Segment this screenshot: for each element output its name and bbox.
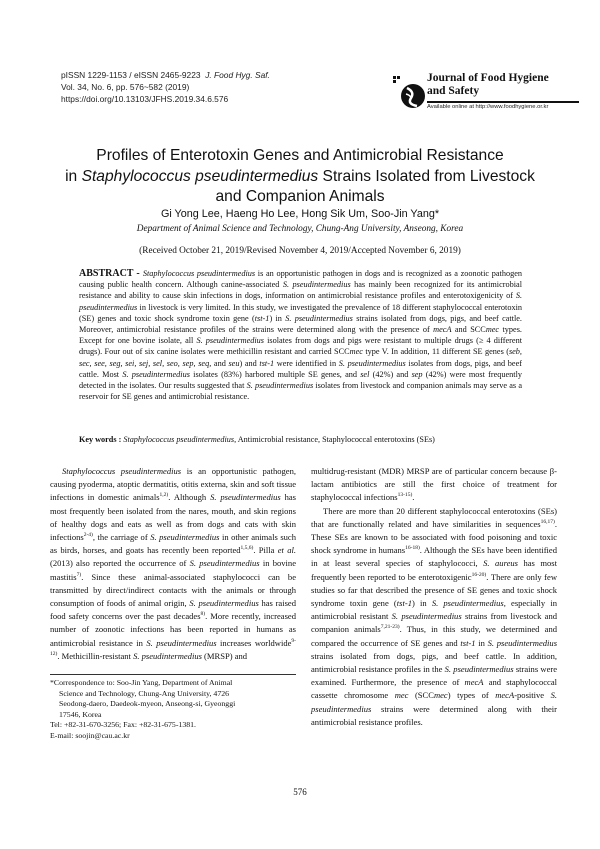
title-line-1: Profiles of Enterotoxin Genes and Antimicrobial Resistance bbox=[96, 147, 504, 164]
volume-line: Vol. 34, No. 6, pp. 576~582 (2019) bbox=[61, 81, 190, 92]
body-paragraph: There are more than 20 different staphylococcal enterotoxins (SEs) that are functionally related and have similarities in sequences$^{16,17)}$. These SEs are known to be associated with food poisoning and toxic shock syndrome in humans$^{16-18)}$. Although the SEs have been identified in at least several species of staphylococci, S. aureus has most frequently been reported to be enterotoxigenic$^{16-20)}$. There are only few studies so far that described the presence of SE genes and toxic shock syndrome toxin gene (tst-1) in S. pseudintermedius, especially in antimicrobial resistant S. pseudintermedius strains from livestock and companion animals$^{7,21-23)}$. Thus, in this study, we determined and compared the occurrence of SE genes and tst-1 in S. pseudintermedius strains isolated from dogs, pigs, and beef cattle. In addition, antimicrobial resistance profiles in the S. pseudintermedius strains were examined. Furthermore, the presence of mecA and staphylococcal cassette chromosome mec (SCCmec) types of mecA-positive S. pseudintermedius strains were determined along with their antimicrobial resistance profiles. bbox=[311, 505, 558, 727]
journal-online-link[interactable]: Available online at http://www.foodhygiene.or.kr bbox=[427, 104, 549, 110]
doi-link[interactable]: https://doi.org/10.13103/JFHS.2019.34.6.576 bbox=[61, 93, 229, 104]
correspondence-footnote bbox=[50, 678, 296, 742]
page-number: 576 bbox=[293, 787, 307, 797]
footnote-email[interactable]: E-mail: soojin@cau.ac.kr bbox=[50, 730, 130, 740]
journal-name-line2: and Safety bbox=[427, 85, 480, 97]
body-paragraph: Staphylococcus pseudintermedius is an opportunistic pathogen, causing pyoderma, atoptic dermatitis, otitis externa, skin and soft tissue infections in domestic animals$^{1,2)}$. Although S. pseudintermedius has most frequently been isolated from the nares, mouth, and skin regions of healthy dogs and eats as well as from dogs and cats with skin infections$^{2-4)}$, the carriage of S. pseudintermedius in other animals such as birds, horses, and goats has recently been reported$^{1,5,6)}$. Pilla et al. (2013) also reported the occurrence of S. pseudintermedius in bovine mastitis$^{7)}$. Since these animal-associated staphylococci can be transmitted by direct/indirect contacts with the animals or through consumption of foods of animal origin, S. pseudintermedius has raised food safety concerns over the past decades$^{8)}$. More recently, increased number of zoonotic infections has been reported in humans as antimicrobial resistance in S. pseudintermedius increases worldwide$^{9-12)}$. Methicillin-resistant S. pseudintermedius (MRSP) and bbox=[50, 466, 297, 661]
journal-abbrev: J. Food Hyg. Saf. bbox=[205, 70, 270, 80]
footnote-line: Seodong-daero, Daedeok-myeon, Anseong-si, Gyeonggi bbox=[59, 699, 236, 709]
footnote-line: 17546, Korea bbox=[59, 709, 102, 719]
abstract: ABSTRACT - Staphylococcus pseudintermedius is an opportunistic pathogen in dogs and is recognized as a zoonotic pathogen causing public health concern. Although canine-associated S. pseudintermedius has mainly been recognized for its antimicrobial resistance and ability to cause skin infections in dogs, information on antimicrobial resistance profiles and enterotoxigenicity of S. pseudintermedius in livestock is very limited. In this study, we investigated the prevalence of 18 different staphylococcal enterotoxin (SE) genes and toxic shock syndrome toxin gene (tst-1) in S. pseudintermedius strains isolated from dogs, pigs, and beef cattle. Moreover, antimicrobial resistance profiles of the strains were determined along with the presence of mecA and SCCmec types. Except for one bovine isolate, all S. pseudintermedius isolates from dogs and pigs were resistant to multiple drugs (≥ 4 different drugs). Four out of six canine isolates were methicillin resistant and carried SCCmec type V. In addition, 11 different SE genes (seb, sec, see, seg, sei, sej, sel, seo, sep, seq, and seu) and tst-1 were identified in S. pseudintermedius isolates from dogs, pigs, and beef cattle. Most S. pseudintermedius isolates (83%) harbored multiple SE genes, and sel (42%) and sep (42%) were most frequently detected in the isolates. Our results suggested that S. pseudintermedius isolates from livestock and companion animals may serve as a reservoir for SE genes and antimicrobial resistance. bbox=[79, 268, 523, 402]
body-paragraph: multidrug-resistant (MDR) MRSP are of particular concern because β-lactam antibiotics are still the first choice of treatment for staphylococcal infections$^{13-15)}$. bbox=[311, 466, 557, 503]
title-line-3: and Companion Animals bbox=[215, 188, 385, 205]
author-list: Gi Yong Lee, Haeng Ho Lee, Hong Sik Um, Soo-Jin Yang* bbox=[160, 208, 440, 220]
footnote-line: *Correspondence to: Soo-Jin Yang, Department of Animal bbox=[50, 678, 233, 687]
abstract-label: ABSTRACT - bbox=[79, 268, 143, 279]
body-column-left bbox=[50, 465, 296, 663]
footnote-divider bbox=[50, 674, 296, 675]
footnote-contact: Tel: +82-31-670-3256; Fax: +82-31-675-1381. bbox=[50, 720, 196, 730]
article-header-info bbox=[61, 70, 270, 105]
issn-line: pISSN 1229-1153 / eISSN 2465-9223 J. Food Hyg. Saf. bbox=[61, 70, 270, 80]
article-title bbox=[40, 146, 560, 208]
title-line-2: in Staphylococcus pseudintermedius Strains Isolated from Livestock bbox=[65, 167, 535, 185]
journal-name bbox=[427, 72, 549, 98]
received-dates: (Received October 21, 2019/Revised November 4, 2019/Accepted November 6, 2019) bbox=[139, 246, 461, 256]
keywords-label: Key words : bbox=[79, 435, 124, 444]
affiliation: Department of Animal Science and Technology, Chung-Ang University, Anseong, Korea bbox=[136, 224, 464, 234]
footnote-line: Science and Technology, Chung-Ang University, 4726 bbox=[59, 688, 230, 698]
journal-name-line1: Journal of Food Hygiene bbox=[427, 72, 549, 84]
journal-divider bbox=[427, 101, 579, 103]
journal-logo-icon bbox=[393, 74, 426, 112]
keywords: Key words : Staphylococcus pseudintermedius, Antimicrobial resistance, Staphylococcal enterotoxins (SEs) bbox=[79, 435, 435, 444]
body-column-right bbox=[311, 465, 557, 729]
